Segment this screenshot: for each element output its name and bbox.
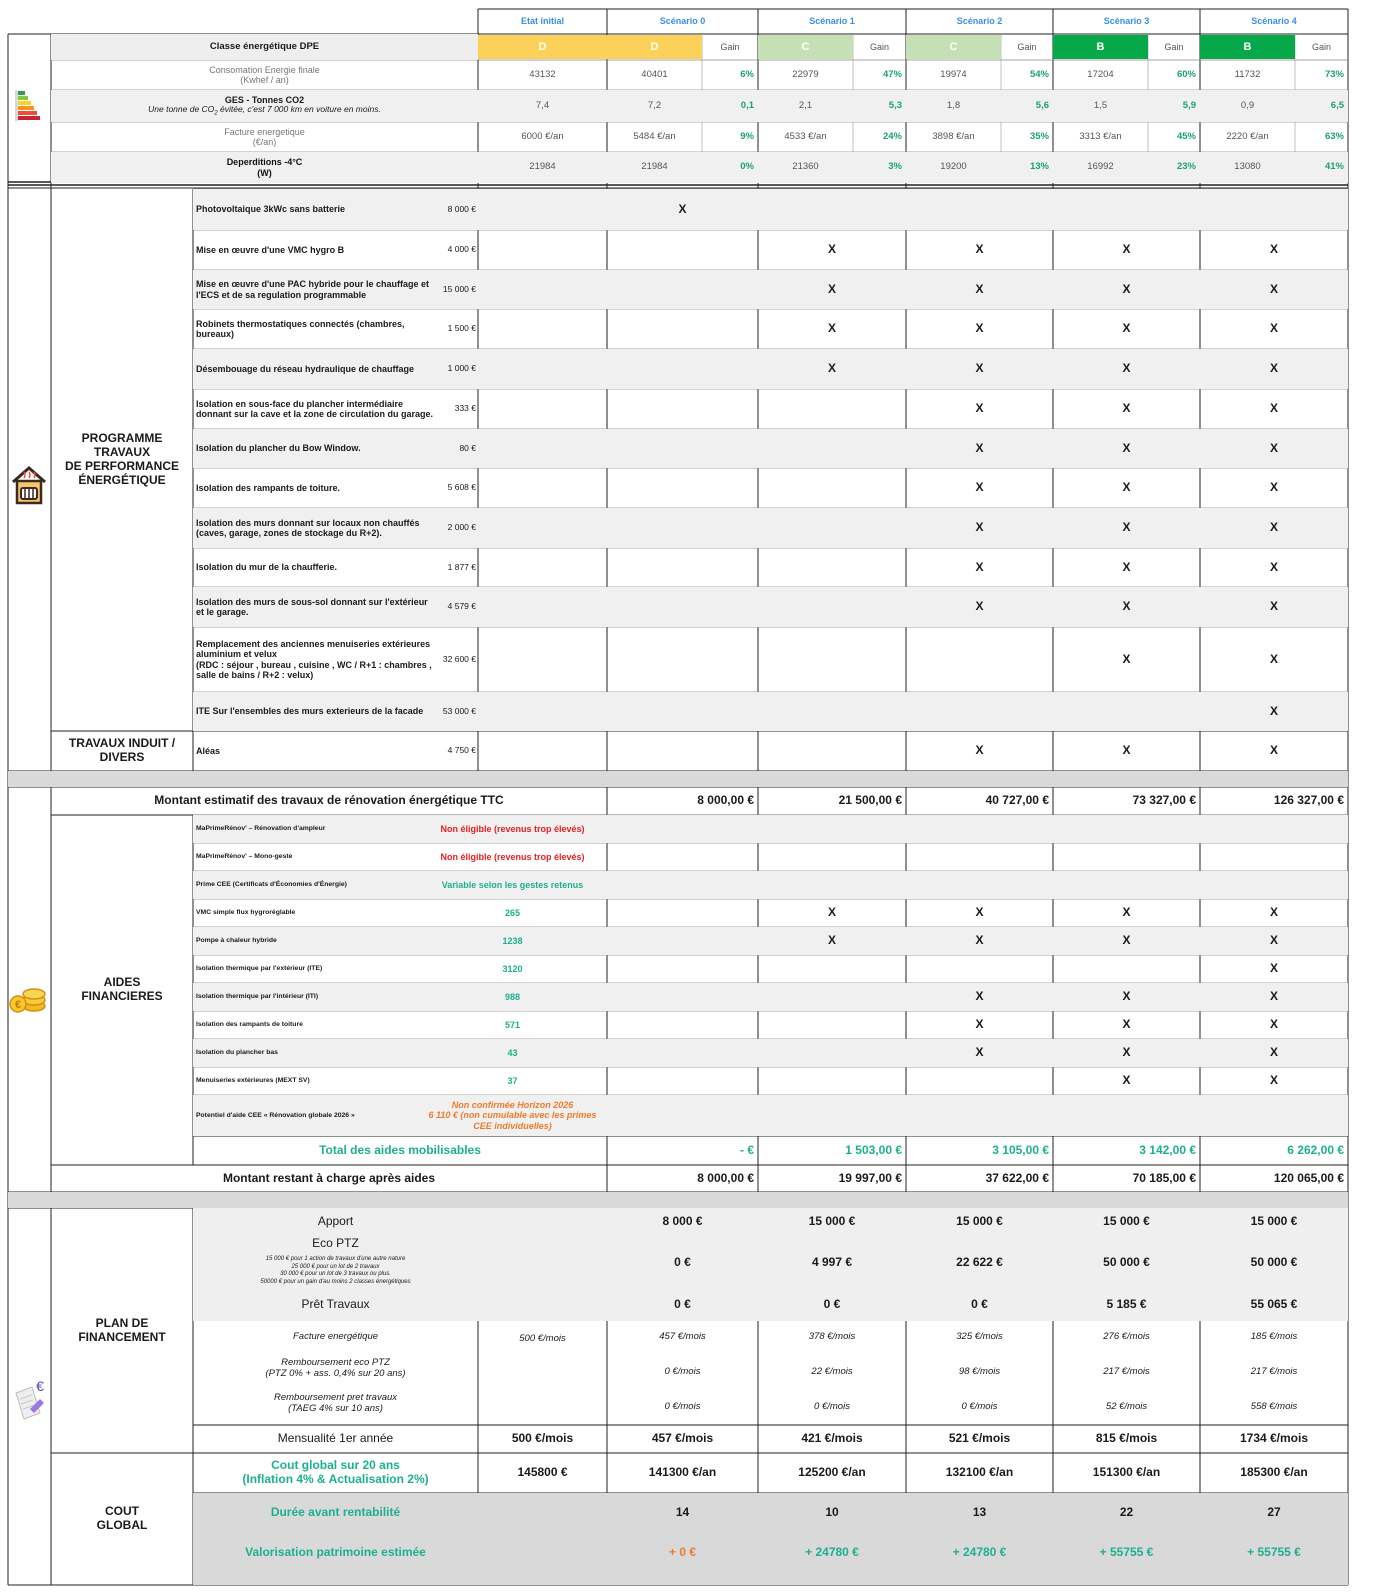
aide-mark: X: [1122, 1073, 1131, 1088]
gain-header: Gain: [1164, 41, 1184, 52]
dpe-value: 7,2: [647, 99, 662, 111]
reste-value: 70 185,00 €: [1132, 1170, 1196, 1185]
work-item-cost: 8 000 €: [447, 203, 476, 214]
dpe-value: 19200: [940, 161, 967, 173]
work-mark: X: [1269, 743, 1278, 758]
work-mark: X: [1269, 321, 1278, 336]
aide-mark: X: [1269, 961, 1278, 976]
work-item-label: Isolation du plancher du Bow Window.: [196, 443, 361, 454]
financing-value: 98 €/mois: [958, 1365, 1001, 1377]
dpe-title: Classe énergétique DPE: [209, 40, 320, 52]
work-mark: X: [827, 361, 836, 376]
work-mark: X: [1122, 321, 1131, 336]
scenario-header: Scénario 3: [1103, 16, 1150, 27]
work-item-label: Photovoltaique 3kWc sans batterie: [196, 204, 346, 215]
work-item-label: Mise en œuvre d'une PAC hybride pour le chauffage et l'ECS et de sa regulation programmable: [196, 279, 430, 300]
aide-mark: X: [1122, 905, 1131, 920]
work-mark: X: [975, 520, 984, 535]
aide-label: Potentiel d'aide CEE « Rénovation globale 2026 »: [196, 1111, 355, 1119]
remb-pret-label: [193, 1389, 478, 1419]
financing-value: 378 €/mois: [808, 1330, 856, 1342]
reste-value: 19 997,00 €: [838, 1170, 902, 1185]
dpe-value: 2,1: [798, 99, 813, 111]
scenario-comparison-sheet: [8, 9, 1370, 1585]
dpe-value: 11732: [1234, 68, 1261, 80]
financing-value: 0 €/mois: [664, 1365, 701, 1377]
cout-global-value: 132100 €/an: [945, 1465, 1014, 1480]
montant-value: 21 500,00 €: [838, 793, 902, 808]
work-mark: X: [1269, 361, 1278, 376]
dpe-value: 21984: [529, 161, 556, 173]
valo-label: Valorisation patrimoine estimée: [245, 1545, 426, 1560]
dpe-gain: 3%: [888, 161, 902, 173]
work-mark: X: [1269, 242, 1278, 257]
reste-value: 37 622,00 €: [985, 1170, 1049, 1185]
total-aides-value: 1 503,00 €: [845, 1142, 902, 1157]
ecoptz-label: Eco PTZ: [312, 1236, 359, 1251]
dpe-value: 43132: [529, 68, 556, 80]
dpe-value: 2220 €/an: [1226, 130, 1269, 142]
financing-value: 217 €/mois: [1250, 1365, 1298, 1377]
financing-value: 217 €/mois: [1103, 1365, 1150, 1377]
financing-value: 8 000 €: [662, 1214, 703, 1229]
aide-mark: X: [1269, 933, 1278, 948]
work-item-label: Désembouage du réseau hydraulique de chauffage: [196, 363, 415, 374]
work-mark: X: [1122, 361, 1131, 376]
dpe-class-badge: B: [1053, 35, 1148, 59]
montant-value: 40 727,00 €: [985, 793, 1049, 808]
dpe-gain: 47%: [882, 68, 902, 80]
remb-pret-title: Remboursement pret travaux: [273, 1392, 398, 1404]
remb-ptz-sub: (PTZ 0% + ass. 0,4% sur 20 ans): [265, 1368, 406, 1379]
co2-note-b: évitée, c'est 7 000 km en voiture en moins.: [217, 103, 381, 114]
dpe-value: 6000 €/an: [521, 130, 564, 142]
work-mark: X: [975, 281, 984, 296]
aide-label: Prime CEE (Certificats d'Économies d'Énergie): [196, 881, 347, 889]
dpe-gain: 0%: [740, 161, 754, 173]
aide-value: 37: [507, 1075, 518, 1086]
aide-mark: X: [827, 933, 836, 948]
works-section-title: PROGRAMME TRAVAUX DE PERFORMANCE ÉNERGÉTIQUE: [64, 431, 179, 487]
dpe-gain: 63%: [1324, 130, 1344, 142]
row-shading: [8, 771, 1348, 787]
work-mark: X: [1269, 281, 1278, 296]
aide-value: 265: [504, 907, 521, 918]
aides-section-title: AIDES FINANCIERES: [81, 975, 163, 1003]
montant-value: 126 327,00 €: [1273, 793, 1344, 808]
work-mark: X: [975, 743, 984, 758]
aide-label: Isolation thermique par l'extérieur (ITE): [196, 965, 323, 973]
duree-value: 10: [825, 1505, 839, 1520]
work-mark: X: [975, 242, 984, 257]
aide-mark: X: [1122, 933, 1131, 948]
aide-label: Isolation des rampants de toiture: [196, 1021, 303, 1029]
work-mark: X: [678, 201, 687, 216]
dpe-value: 7,4: [535, 99, 550, 111]
aide-mark: X: [1269, 989, 1278, 1004]
work-item-label: Isolation en sous-face du plancher intermédiaire donnant sur la cave et la zone de circulation du garage.: [196, 398, 434, 419]
dpe-class-badge: C: [906, 35, 1001, 59]
total-aides-value: 3 142,00 €: [1139, 1142, 1196, 1157]
aide-mark: X: [975, 1045, 984, 1060]
financing-value: 15 000 €: [808, 1214, 856, 1229]
gain-header: Gain: [869, 41, 889, 52]
dpe-class-badge: C: [758, 35, 853, 59]
work-item-cost: 80 €: [459, 442, 476, 453]
aide-value: 988: [504, 991, 521, 1002]
dpe-value: 21984: [641, 161, 668, 173]
dpe-value: 17204: [1087, 68, 1114, 80]
pret-label: Prêt Travaux: [301, 1297, 370, 1312]
global-section-title: COUT GLOBAL: [96, 1504, 148, 1532]
work-mark: X: [1269, 520, 1278, 535]
duree-value: 27: [1267, 1505, 1281, 1520]
duree-value: 13: [972, 1505, 987, 1520]
aide-label: Isolation thermique par l'intérieur (ITI): [196, 993, 319, 1001]
financing-value: 0 €: [823, 1297, 841, 1312]
work-item-cost: 1 877 €: [447, 561, 476, 572]
work-mark: X: [1122, 401, 1131, 416]
reste-value: 8 000,00 €: [697, 1170, 754, 1185]
work-mark: X: [1122, 651, 1131, 666]
dpe-value: 4533 €/an: [784, 130, 827, 142]
aide-value: Variable selon les gestes retenus: [441, 879, 584, 890]
gain-header: Gain: [720, 41, 740, 52]
valo-value: + 55755 €: [1247, 1545, 1301, 1560]
row-shading: [8, 1192, 1348, 1208]
dpe-gain: 5,9: [1182, 99, 1196, 111]
financing-value: 15 000 €: [1250, 1214, 1298, 1229]
work-mark: X: [1122, 440, 1131, 455]
aide-mark: X: [1122, 989, 1131, 1004]
dpe-value: 40401: [641, 68, 668, 80]
financing-value: 185 €/mois: [1250, 1330, 1298, 1342]
ecoptz-note: 30 000 € pour un lot de 3 travaux ou plus.: [280, 1271, 391, 1277]
mensualite-value: 815 €/mois: [1095, 1431, 1158, 1446]
dpe-row-title: Deperditions -4°C: [226, 157, 303, 168]
energy-label-icon: [13, 89, 45, 125]
remb-pret-sub: (TAEG 4% sur 10 ans): [288, 1403, 383, 1414]
total-aides-value: - €: [739, 1142, 754, 1157]
aide-label: MaPrimeRénov' – Mono-geste: [196, 853, 293, 861]
co2-note-a: Une tonne de CO: [148, 103, 215, 114]
work-mark: X: [1122, 281, 1131, 296]
work-item-label: Isolation des murs de sous-sol donnant sur l'extérieur et le garage.: [196, 596, 428, 617]
work-item-cost: 1 000 €: [447, 363, 476, 374]
aide-mark: X: [1269, 905, 1278, 920]
duree-value: 22: [1119, 1505, 1134, 1520]
dpe-value: 19974: [940, 68, 967, 80]
financing-value: 5 185 €: [1106, 1297, 1147, 1312]
aide-label: Menuiseries extérieures (MEXT SV): [196, 1077, 310, 1085]
coins-icon: [8, 984, 48, 1016]
dpe-gain: 73%: [1324, 68, 1344, 80]
total-aides-value: 6 262,00 €: [1287, 1142, 1344, 1157]
aide-mark: X: [1269, 1073, 1278, 1088]
dpe-value: 3313 €/an: [1079, 130, 1122, 142]
work-item-label: ITE Sur l'ensembles des murs exterieurs de la facade: [196, 706, 424, 717]
dpe-gain: 23%: [1176, 161, 1196, 173]
reste-value: 120 065,00 €: [1273, 1170, 1344, 1185]
remb-ptz-label: [193, 1354, 478, 1384]
aide-mark: X: [975, 933, 984, 948]
aide-value: Non éligible (revenus trop élevés): [440, 823, 585, 834]
mensualite-value: 457 €/mois: [651, 1431, 714, 1446]
dpe-gain: 35%: [1029, 130, 1049, 142]
financing-value: 325 €/mois: [956, 1330, 1003, 1342]
scenario-header: Scénario 2: [956, 16, 1003, 27]
facture-initial: 500 €/mois: [519, 1332, 566, 1344]
ecoptz-note: 15 000 € pour 1 action de travaux d'une autre nature: [265, 1256, 406, 1262]
work-item-cost: 5 608 €: [447, 482, 476, 493]
dpe-class-badge: D: [478, 35, 607, 59]
work-item-label: Aléas: [196, 745, 221, 756]
work-item-label: Isolation des rampants de toiture.: [196, 482, 341, 493]
work-mark: X: [1269, 480, 1278, 495]
dpe-gain: 5,3: [888, 99, 902, 111]
dpe-gain: 9%: [740, 130, 754, 142]
work-mark: X: [975, 480, 984, 495]
mensualite-value: 1734 €/mois: [1239, 1431, 1309, 1446]
financing-value: 0 €: [674, 1255, 691, 1270]
mensualite-value: 521 €/mois: [948, 1431, 1011, 1446]
cout-global-value: 185300 €/an: [1240, 1465, 1308, 1480]
financing-value: 55 065 €: [1250, 1297, 1298, 1312]
financing-value: 52 €/mois: [1105, 1400, 1148, 1412]
financing-value: 0 €: [674, 1297, 691, 1312]
work-mark: X: [1122, 242, 1131, 257]
dpe-class-badge: B: [1200, 35, 1295, 59]
bill-euro-icon: [10, 1379, 48, 1423]
dpe-gain: 6,5: [1330, 99, 1344, 111]
mensualite-label: Mensualité 1er année: [277, 1431, 394, 1446]
dpe-gain: 54%: [1029, 68, 1049, 80]
aide-mark: X: [975, 905, 984, 920]
financing-value: 15 000 €: [956, 1214, 1003, 1229]
work-item-cost: 4 750 €: [447, 745, 476, 756]
work-mark: X: [975, 599, 984, 614]
dpe-row-label: [51, 152, 478, 183]
dpe-value: 13080: [1234, 161, 1261, 173]
work-item-cost: 1 500 €: [447, 323, 476, 334]
dpe-gain: 5,6: [1035, 99, 1049, 111]
valo-value: + 0 €: [668, 1545, 697, 1560]
total-aides-value: 3 105,00 €: [992, 1142, 1049, 1157]
financing-value: 50 000 €: [1250, 1255, 1298, 1270]
cout-global-value: 145800 €: [517, 1465, 568, 1480]
dpe-value: 22979: [792, 68, 819, 80]
work-mark: X: [827, 281, 836, 296]
work-mark: X: [1122, 559, 1131, 574]
financing-value: 0 €/mois: [961, 1400, 998, 1412]
financing-value: 22 €/mois: [811, 1365, 853, 1377]
valo-value: + 24780 €: [952, 1545, 1007, 1560]
work-mark: X: [827, 242, 836, 257]
work-item-label: Mise en œuvre d'une VMC hygro B: [196, 244, 345, 255]
dpe-gain: 0,1: [740, 99, 754, 111]
aide-mark: X: [827, 905, 836, 920]
financing-value: 276 €/mois: [1103, 1330, 1150, 1342]
work-mark: X: [975, 401, 984, 416]
scenario-header: Scénario 1: [809, 16, 855, 27]
dpe-value: 3898 €/an: [932, 130, 975, 142]
reste-label: Montant restant à charge après aides: [222, 1170, 436, 1185]
montant-label: Montant estimatif des travaux de rénovation énergétique TTC: [154, 793, 504, 808]
scenario-header: Scénario 0: [659, 16, 706, 27]
svg-text:€: €: [14, 999, 22, 1011]
house-radiator-icon: [9, 464, 49, 506]
svg-text:€: €: [36, 1379, 44, 1394]
gain-header: Gain: [1311, 41, 1331, 52]
financing-value: 15 000 €: [1103, 1214, 1150, 1229]
dpe-value: 1,8: [946, 99, 961, 111]
aide-value: Non confirmée Horizon 2026 6 110 € (non cumulable avec les primes CEE individuelles): [428, 1099, 597, 1131]
ecoptz-notes: [193, 1253, 478, 1289]
financing-section-title: PLAN DE FINANCEMENT: [78, 1315, 166, 1344]
work-item-cost: 32 600 €: [442, 653, 476, 664]
work-item-label: Isolation des murs donnant sur locaux non chauffés (caves, garage, zones de stockage du R+2).: [196, 517, 420, 538]
aide-mark: X: [1122, 1017, 1131, 1032]
financing-value: 558 €/mois: [1250, 1400, 1298, 1412]
valo-value: + 24780 €: [805, 1545, 859, 1560]
work-mark: X: [1269, 651, 1278, 666]
work-mark: X: [1122, 599, 1131, 614]
work-item-cost: 2 000 €: [447, 522, 476, 533]
dpe-gain: 6%: [740, 68, 754, 80]
dpe-row-unit: (€/an): [252, 137, 277, 147]
work-item-cost: 333 €: [454, 403, 476, 414]
valo-value: + 55755 €: [1099, 1545, 1154, 1560]
cout-global-value: 125200 €/an: [798, 1465, 866, 1480]
dpe-class-badge: D: [607, 35, 702, 59]
cout-global-label: Cout global sur 20 ans (Inflation 4% & Actualisation 2%): [242, 1458, 429, 1486]
work-item-label: Isolation du mur de la chaufferie.: [196, 562, 338, 573]
remb-ptz-title: Remboursement eco PTZ: [281, 1357, 390, 1369]
mensualite-value: 421 €/mois: [801, 1431, 863, 1446]
work-mark: X: [975, 440, 984, 455]
work-item-cost: 15 000 €: [442, 283, 476, 294]
work-mark: X: [975, 361, 984, 376]
dpe-value: 5484 €/an: [633, 130, 676, 142]
work-mark: X: [1269, 599, 1278, 614]
aide-mark: X: [975, 1017, 984, 1032]
work-item-cost: 4 579 €: [447, 601, 476, 612]
montant-value: 8 000,00 €: [697, 793, 754, 808]
dpe-value: 16992: [1087, 161, 1114, 173]
financing-value: 0 €: [971, 1297, 988, 1312]
work-mark: X: [827, 321, 836, 336]
financing-value: 50 000 €: [1103, 1255, 1150, 1270]
divers-section-title: TRAVAUX INDUIT / DIVERS: [68, 736, 176, 764]
facture-label: Facture energétique: [292, 1330, 379, 1342]
montant-value: 73 327,00 €: [1132, 793, 1196, 808]
co2-note: [148, 105, 381, 118]
aide-value: 1238: [502, 935, 523, 946]
work-item-cost: 53 000 €: [442, 705, 476, 716]
scenario-header: Scénario 4: [1251, 16, 1297, 27]
cout-global-value: 141300 €/an: [648, 1465, 717, 1480]
aide-label: Isolation du plancher bas: [196, 1049, 278, 1057]
financing-value: 0 €/mois: [814, 1400, 850, 1412]
dpe-row-label: [51, 60, 478, 90]
aide-value: 43: [507, 1047, 518, 1058]
work-item-label: Robinets thermostatiques connectés (chambres, bureaux): [196, 318, 405, 339]
aide-mark: X: [1122, 1045, 1131, 1060]
aide-value: 571: [504, 1019, 521, 1030]
work-item-cost: 4 000 €: [447, 244, 476, 255]
dpe-value: 0,9: [1240, 99, 1255, 111]
aide-mark: X: [975, 989, 984, 1004]
dpe-gain: 60%: [1176, 68, 1196, 80]
dpe-row-label: [51, 90, 478, 122]
aide-value: Non éligible (revenus trop élevés): [440, 851, 585, 862]
scenario-header: Etat initial: [520, 16, 564, 27]
work-mark: X: [1122, 480, 1131, 495]
work-mark: X: [1269, 440, 1278, 455]
duree-value: 14: [675, 1505, 690, 1520]
total-aides-label: Total des aides mobilisables: [319, 1142, 481, 1157]
work-mark: X: [975, 559, 984, 574]
financing-value: 457 €/mois: [659, 1330, 706, 1342]
dpe-row-title: Consomation Energie finale: [209, 64, 320, 75]
aide-label: MaPrimeRénov' – Rénovation d'ampleur: [196, 825, 326, 833]
aide-mark: X: [1269, 1017, 1278, 1032]
gain-header: Gain: [1017, 41, 1037, 52]
dpe-gain: 41%: [1324, 161, 1344, 173]
ecoptz-note: 25 000 € pour un lot de 2 travaux: [291, 1263, 380, 1270]
mensualite-value: 500 €/mois: [511, 1431, 574, 1446]
apport-label: Apport: [317, 1214, 354, 1229]
financing-value: 0 €/mois: [664, 1400, 701, 1412]
dpe-value: 21360: [792, 161, 819, 173]
cout-global-value: 151300 €/an: [1092, 1465, 1161, 1480]
aide-mark: X: [1269, 1045, 1278, 1060]
co2-note-sub: 2: [214, 110, 218, 117]
work-item-label: Remplacement des anciennes menuiseries extérieures aluminium et velux (RDC : séjour , bureau , cuisine , WC / R+1 : chambres , salle de bains / R+2 : velux): [196, 638, 432, 680]
ecoptz-note: 50000 € pour un gain d'au moins 2 classes énergétiques: [260, 1278, 411, 1285]
work-mark: X: [1269, 703, 1278, 718]
dpe-row-title: GES - Tonnes CO2: [224, 94, 305, 105]
work-mark: X: [975, 321, 984, 336]
dpe-value: 1,5: [1093, 99, 1108, 111]
aide-label: Pompe à chaleur hybride: [196, 937, 277, 945]
financing-value: 22 622 €: [956, 1255, 1003, 1270]
dpe-gain: 24%: [882, 130, 902, 142]
financing-value: 4 997 €: [811, 1255, 853, 1270]
dpe-gain: 45%: [1176, 130, 1196, 142]
dpe-row-label: [51, 122, 478, 152]
dpe-row-title: Facture energetique: [224, 126, 305, 137]
work-mark: X: [1122, 520, 1131, 535]
work-mark: X: [1269, 401, 1278, 416]
aide-value: 3120: [502, 963, 523, 974]
dpe-row-unit: (Kwhef / an): [240, 75, 289, 85]
duree-label: Durée avant rentabilité: [270, 1505, 401, 1520]
work-mark: X: [1269, 559, 1278, 574]
work-mark: X: [1122, 743, 1131, 758]
dpe-row-unit: (W): [257, 167, 272, 178]
dpe-gain: 13%: [1029, 161, 1049, 173]
aide-label: VMC simple flux hygroréglable: [196, 909, 296, 917]
